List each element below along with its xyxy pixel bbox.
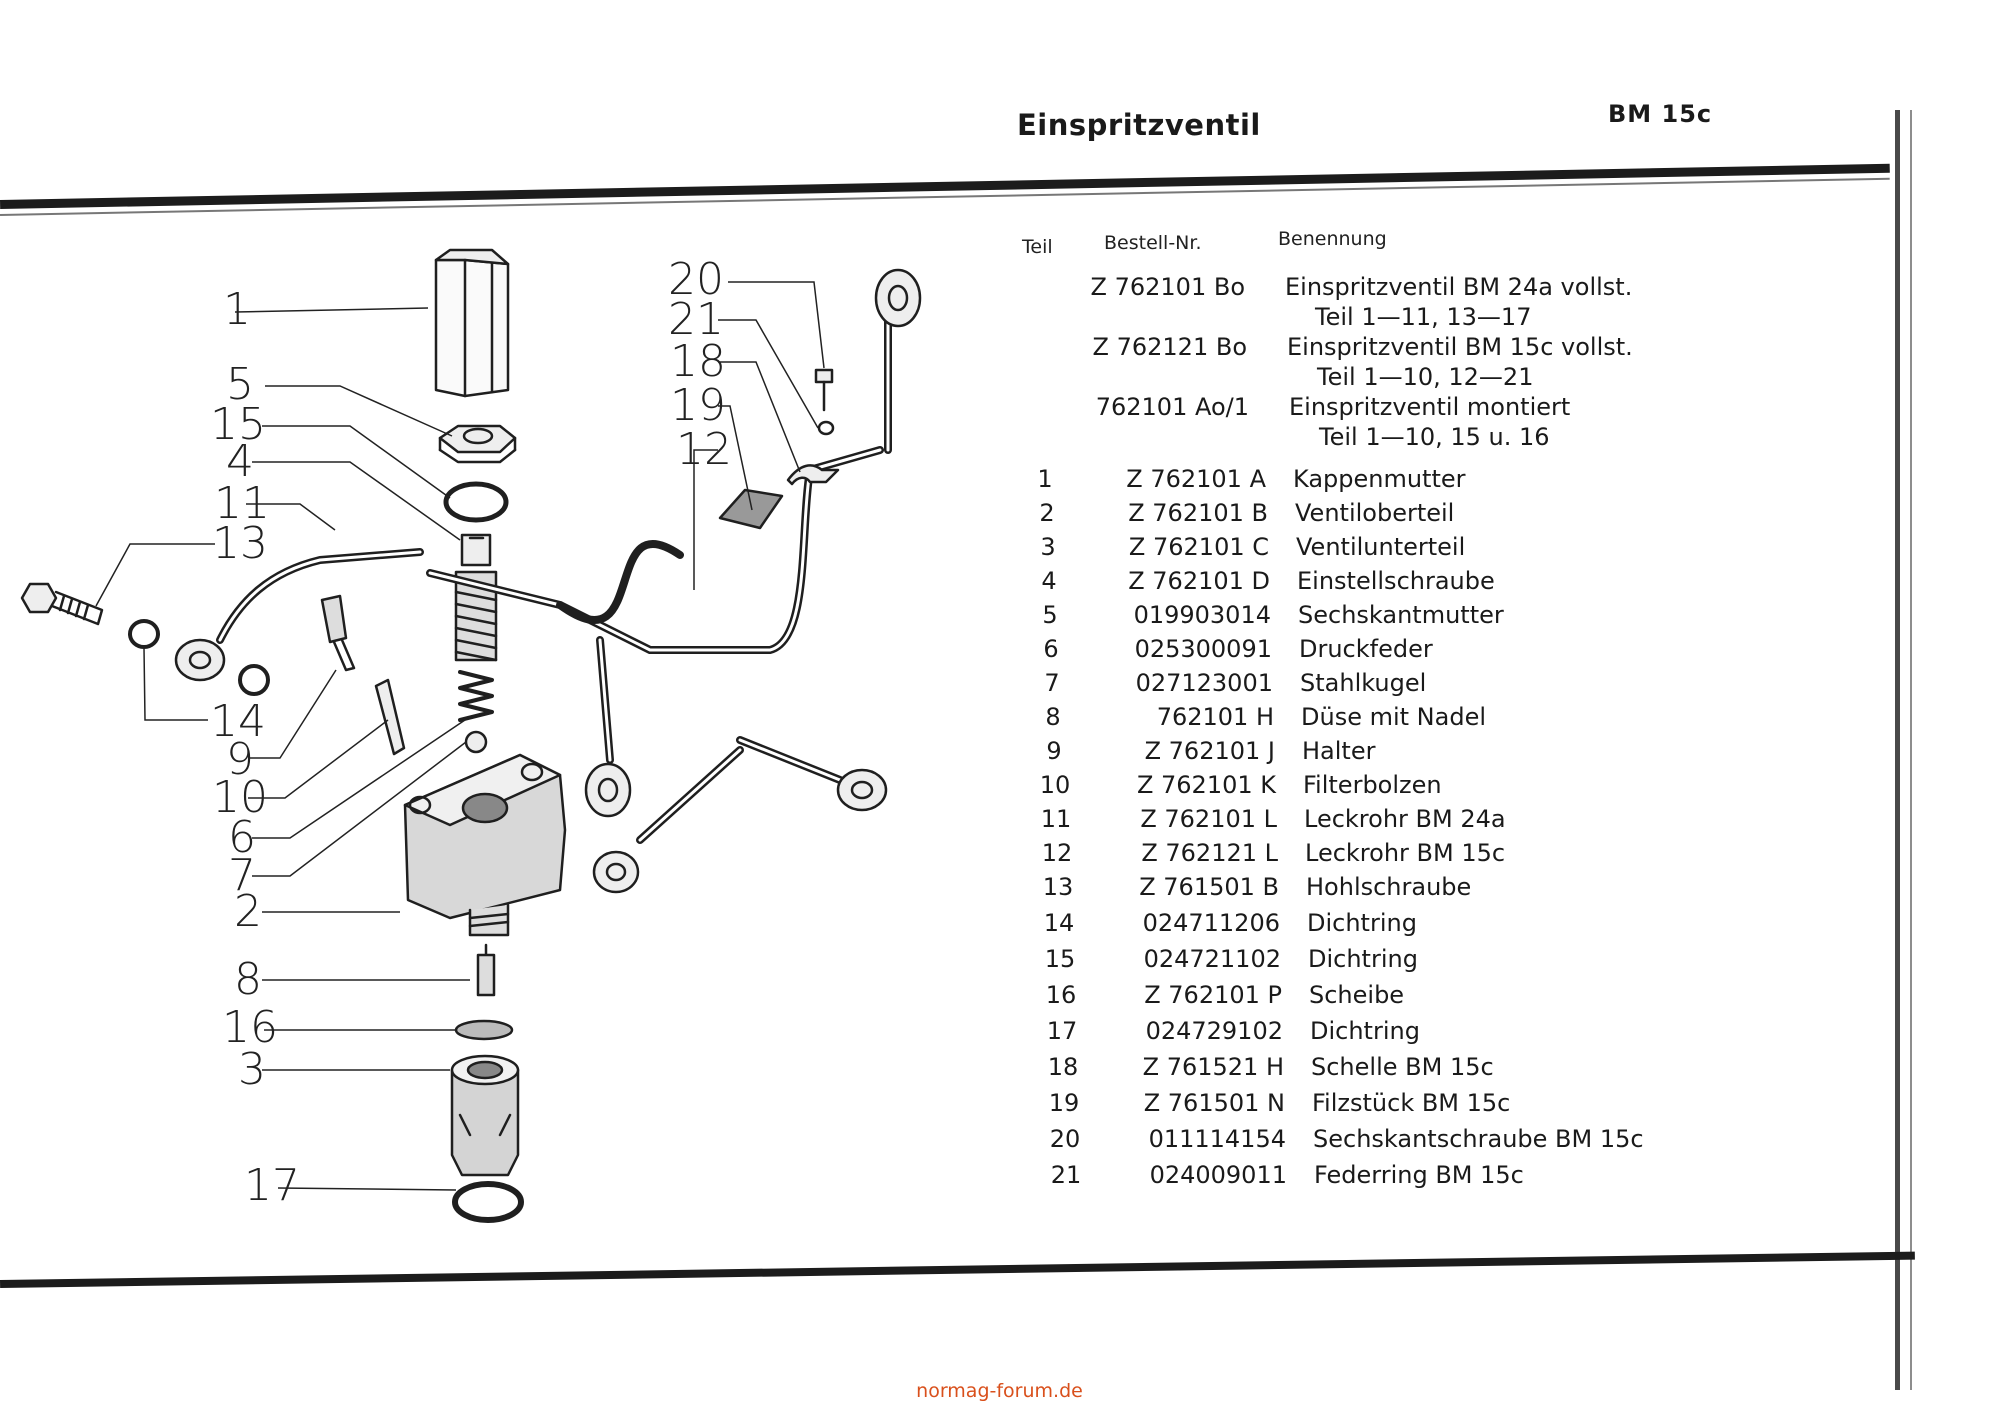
part-name: Filterbolzen (1303, 771, 1442, 799)
part-number: 5 (1042, 601, 1058, 629)
exploded-diagram (0, 200, 1010, 1250)
watermark-link[interactable]: normag-forum.de (916, 1380, 1083, 1402)
part-valve-lower (452, 1056, 518, 1175)
part-hex-nut (440, 426, 515, 462)
part-name: Sechskantschraube BM 15c (1313, 1125, 1644, 1153)
part-filter-bolt (376, 680, 404, 754)
part-name: Einstellschraube (1297, 567, 1495, 595)
part-name: Dichtring (1310, 1017, 1420, 1045)
right-edge-line (1895, 110, 1900, 1390)
part-code: 025300091 (1134, 635, 1272, 663)
callout-3: 3 (238, 1044, 266, 1095)
part-holder (322, 596, 354, 670)
part-nozzle (478, 945, 494, 995)
part-number: 10 (1039, 771, 1071, 799)
part-code: Z 761501 N (1143, 1089, 1285, 1117)
part-number: 13 (1042, 873, 1074, 901)
part-ball (466, 732, 486, 752)
part-code: Z 762101 C (1128, 533, 1269, 561)
callout-21: 21 (668, 294, 724, 345)
part-name: Leckrohr BM 15c (1305, 839, 1506, 867)
part-adjusting-screw (456, 535, 496, 660)
assembly-code: Z 762121 Bo (1092, 333, 1247, 361)
part-code: Z 761501 B (1139, 873, 1279, 901)
callout-6: 6 (228, 812, 256, 863)
part-number: 15 (1044, 945, 1076, 973)
callout-19: 19 (670, 380, 726, 431)
part-code: 762101 H (1156, 703, 1274, 731)
part-code: Z 762101 P (1144, 981, 1282, 1009)
part-number: 8 (1045, 703, 1061, 731)
part-name: Ventiloberteil (1295, 499, 1455, 527)
callout-9: 9 (226, 734, 254, 785)
callout-20: 20 (668, 254, 724, 305)
part-number: 9 (1046, 737, 1062, 765)
callout-8: 8 (234, 954, 262, 1005)
assembly-name: Einspritzventil montiert (1289, 393, 1571, 421)
part-banjo-bolt (22, 584, 102, 624)
part-number: 21 (1050, 1161, 1082, 1189)
bottom-rule (0, 1252, 1915, 1288)
part-leak-pipe-24a (176, 552, 420, 680)
assembly-parts: Teil 1—10, 15 u. 16 (1319, 423, 1550, 451)
callout-4: 4 (226, 436, 254, 487)
part-code: Z 762101 L (1140, 805, 1277, 833)
part-seal-ring-17 (455, 1184, 521, 1220)
part-number: 16 (1045, 981, 1077, 1009)
part-code: 024729102 (1145, 1017, 1283, 1045)
part-number: 11 (1040, 805, 1072, 833)
callout-17: 17 (244, 1160, 300, 1211)
part-code: 027123001 (1135, 669, 1273, 697)
part-number: 12 (1041, 839, 1073, 867)
part-name: Dichtring (1307, 909, 1417, 937)
part-spring (460, 672, 492, 720)
callout-12: 12 (676, 424, 732, 475)
part-name: Sechskantmutter (1298, 601, 1504, 629)
part-number: 20 (1049, 1125, 1081, 1153)
part-name: Druckfeder (1299, 635, 1433, 663)
part-name: Kappenmutter (1293, 465, 1466, 493)
part-code: Z 761521 H (1142, 1053, 1284, 1081)
part-code: Z 762101 J (1144, 737, 1275, 765)
callout-5: 5 (226, 359, 254, 410)
part-name: Schelle BM 15c (1311, 1053, 1494, 1081)
callout-15: 15 (210, 399, 266, 450)
part-washer-16 (456, 1021, 512, 1039)
part-number: 3 (1040, 533, 1056, 561)
part-spring-washer (819, 422, 833, 434)
part-number: 7 (1044, 669, 1060, 697)
part-code: 019903014 (1133, 601, 1271, 629)
part-number: 6 (1043, 635, 1059, 663)
assembly-name: Einspritzventil BM 24a vollst. (1285, 273, 1633, 301)
callout-16: 16 (222, 1002, 278, 1053)
assembly-parts: Teil 1—10, 12—21 (1317, 363, 1534, 391)
callout-1: 1 (223, 284, 251, 335)
callout-14: 14 (210, 696, 266, 747)
part-number: 18 (1047, 1053, 1079, 1081)
part-name: Federring BM 15c (1314, 1161, 1524, 1189)
part-name: Filzstück BM 15c (1312, 1089, 1511, 1117)
part-code: Z 762121 L (1141, 839, 1278, 867)
callout-7: 7 (228, 850, 256, 901)
part-number: 19 (1048, 1089, 1080, 1117)
part-code: 024009011 (1149, 1161, 1287, 1189)
page-model: BM 15c (1608, 100, 1713, 128)
callout-13: 13 (212, 518, 268, 569)
part-number: 14 (1043, 909, 1075, 937)
assembly-code: 762101 Ao/1 (1095, 393, 1249, 421)
part-seal-ring-15 (446, 484, 506, 520)
assembly-name: Einspritzventil BM 15c vollst. (1287, 333, 1633, 361)
part-name: Leckrohr BM 24a (1304, 805, 1506, 833)
part-code: Z 762101 A (1126, 465, 1266, 493)
part-name: Scheibe (1309, 981, 1405, 1009)
header-teil: Teil (1022, 236, 1053, 258)
part-name: Ventilunterteil (1296, 533, 1466, 561)
part-washer-14b (240, 666, 268, 694)
callout-18: 18 (670, 336, 726, 387)
part-hex-screw (816, 370, 832, 410)
part-code: Z 762101 B (1128, 499, 1268, 527)
part-code: 011114154 (1148, 1125, 1286, 1153)
part-felt (720, 490, 782, 528)
part-name: Düse mit Nadel (1301, 703, 1487, 731)
part-code: 024711206 (1142, 909, 1280, 937)
part-number: 1 (1037, 465, 1053, 493)
header-benennung: Benennung (1278, 228, 1387, 250)
page-title: Einspritzventil (1017, 108, 1261, 142)
part-name: Stahlkugel (1300, 669, 1427, 697)
part-number: 17 (1046, 1017, 1078, 1045)
part-code: 024721102 (1143, 945, 1281, 973)
part-valve-body (405, 755, 565, 935)
part-name: Halter (1302, 737, 1376, 765)
part-code: Z 762101 K (1136, 771, 1276, 799)
part-name: Dichtring (1308, 945, 1418, 973)
assembly-parts: Teil 1—11, 13—17 (1315, 303, 1532, 331)
callout-2: 2 (234, 886, 262, 937)
callout-10: 10 (212, 772, 268, 823)
diagram-drawing (0, 200, 1010, 1250)
right-edge-line-2 (1910, 110, 1912, 1390)
part-code: Z 762101 D (1128, 567, 1270, 595)
assembly-code: Z 762101 Bo (1090, 273, 1245, 301)
callout-11: 11 (214, 478, 270, 529)
part-number: 4 (1041, 567, 1057, 595)
part-cap-nut (436, 250, 508, 396)
part-number: 2 (1039, 499, 1055, 527)
part-name: Hohlschraube (1306, 873, 1472, 901)
header-bestell-nr: Bestell-Nr. (1104, 232, 1202, 254)
part-washer-14a (130, 621, 158, 647)
